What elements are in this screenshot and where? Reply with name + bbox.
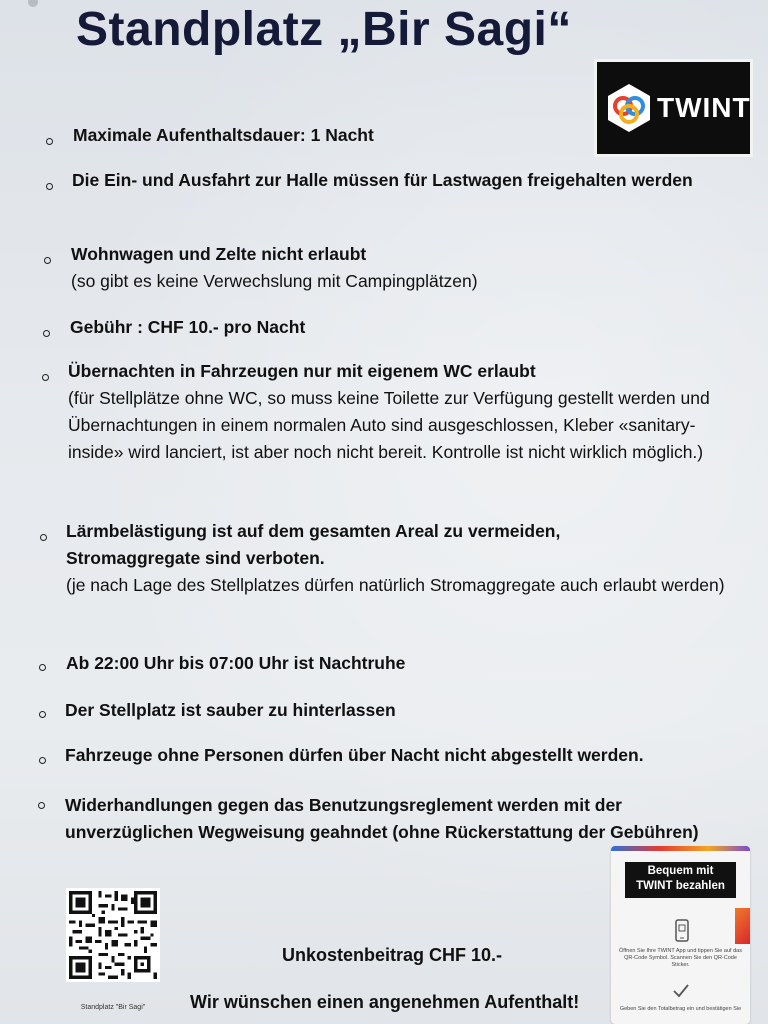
rule-note: (für Stellplätze ohne WC, so muss keine Toilette zur Verfügung gestellt werden und Übernachtungen in einem normalen Auto sind ausgeschlossen, Kleber «sanitary-inside» wird lanciert, ist aber noch nicht bereit. Kontrolle ist nicht wirklich möglich.) [68, 388, 710, 462]
sticker-step-text: Öffnen Sie Ihre TWINT App und tippen Sie auf das QR-Code Symbol. Scannen Sie den QR-Code Sticker. [619, 948, 742, 968]
rule-item [73, 122, 573, 149]
bullet-icon [42, 374, 49, 381]
sticker-accent [735, 908, 750, 944]
phone-scan-icon [669, 918, 695, 944]
bullet-icon [44, 257, 51, 264]
rule-text: Ab 22:00 Uhr bis 07:00 Uhr ist Nachtruhe [66, 653, 406, 673]
sign-title: Standplatz „Bir Sagi“ [76, 3, 572, 56]
checkmark-icon [671, 982, 691, 1000]
bullet-icon [40, 534, 47, 541]
bullet-icon [46, 183, 53, 190]
rule-item [72, 167, 712, 194]
sticker-heading-line: Bequem mit [647, 865, 714, 877]
bullet-icon [39, 711, 46, 718]
bullet-icon [39, 664, 46, 671]
rule-text: Die Ein- und Ausfahrt zur Halle müssen für Lastwagen freigehalten werden [72, 170, 693, 190]
qr-code [66, 888, 160, 982]
twint-sticker [611, 846, 750, 1024]
sticker-step-text: Geben Sie den Totalbetrag ein und bestätigen Sie [619, 1006, 742, 1012]
bullet-icon [43, 330, 50, 337]
rule-text: Gebühr : CHF 10.- pro Nacht [70, 317, 306, 337]
welcome-text: Wir wünschen einen angenehmen Aufenthalt! [190, 992, 580, 1012]
screw [28, 0, 38, 7]
rule-text: Maximale Aufenthaltsdauer: 1 Nacht [73, 125, 374, 145]
sticker-heading [625, 862, 736, 898]
rule-item [66, 518, 725, 599]
twint-logo [597, 62, 750, 154]
qr-caption: Standplatz "Bir Sagi" [80, 1004, 146, 1011]
bullet-icon [38, 802, 45, 809]
twint-logo-text: TWINT [657, 92, 751, 123]
twint-mark-icon [605, 82, 653, 134]
sticker-heading-line: TWINT bezahlen [636, 880, 725, 892]
fee-text: Unkostenbeitrag CHF 10.- [282, 945, 503, 965]
rule-item [70, 314, 570, 341]
rule-item [65, 697, 625, 724]
rule-item [68, 358, 723, 466]
rule-item [65, 792, 715, 846]
rule-note: (so gibt es keine Verwechslung mit Campingplätzen) [71, 271, 478, 291]
rule-text: Der Stellplatz ist sauber zu hinterlassen [65, 700, 396, 720]
rule-text: Lärmbelästigung ist auf dem gesamten Areal zu vermeiden, Stromaggregate sind verboten. [66, 521, 561, 568]
bullet-icon [46, 138, 53, 145]
rule-text: Wohnwagen und Zelte nicht erlaubt [71, 244, 367, 264]
rule-text: Übernachten in Fahrzeugen nur mit eigenem WC erlaubt [68, 361, 536, 381]
bullet-icon [39, 757, 46, 764]
rule-text: Fahrzeuge ohne Personen dürfen über Nacht nicht abgestellt werden. [65, 745, 644, 765]
rule-item [71, 241, 691, 295]
rule-item [66, 650, 626, 677]
rule-item [65, 742, 735, 769]
rule-text: Widerhandlungen gegen das Benutzungsreglement werden mit der unverzüglichen Wegweisung geahndet (ohne Rückerstattung der Gebühren) [65, 795, 699, 842]
rule-note: (je nach Lage des Stellplatzes dürfen natürlich Stromaggregate auch erlaubt werden) [66, 575, 725, 595]
sticker-color-bar [611, 846, 750, 851]
